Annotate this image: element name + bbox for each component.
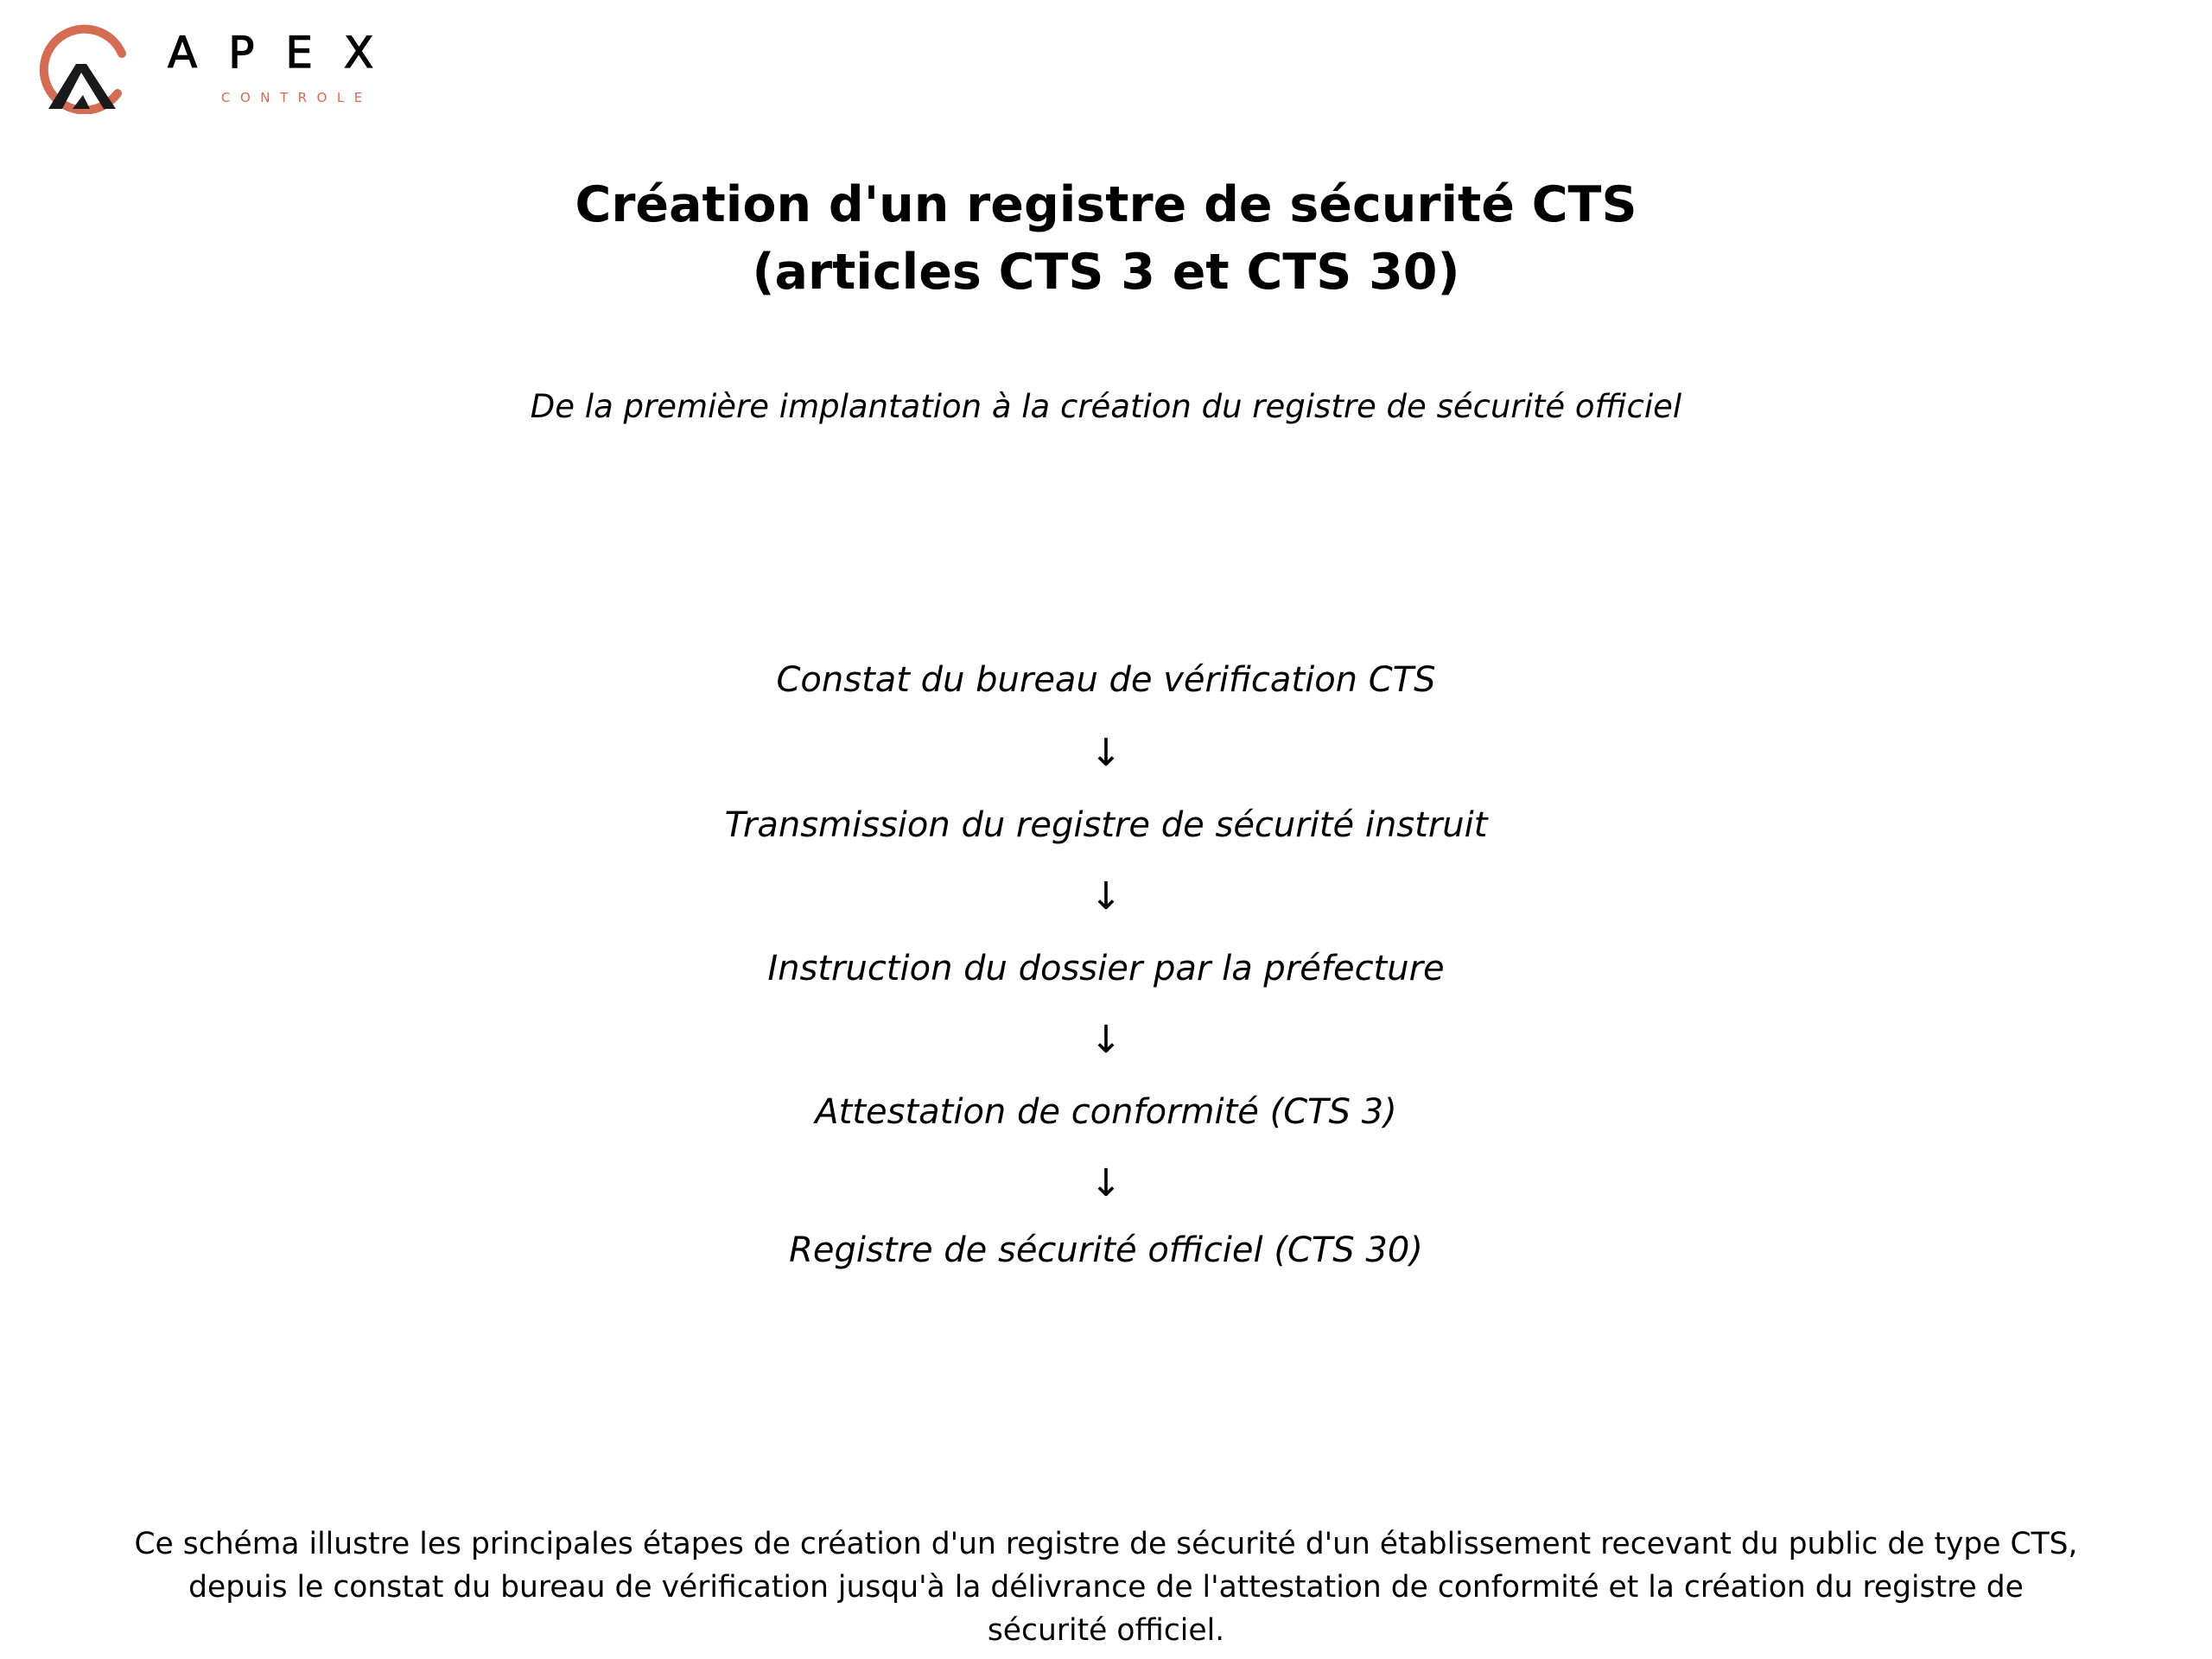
logo-wordmark: APEX	[168, 28, 405, 78]
flow-step-1: Constat du bureau de vérification CTS	[776, 660, 1436, 700]
flow-arrow-3: ↓	[1090, 1018, 1122, 1062]
logo-tagline: CONTROLE	[221, 90, 372, 105]
flow-step-2: Transmission du registre de sécurité instruit	[724, 805, 1488, 845]
title-line-1: Création d'un registre de sécurité CTS	[575, 176, 1637, 233]
page-subtitle: De la première implantation à la création du registre de sécurité officiel	[530, 388, 1682, 425]
flow-step-4: Attestation de conformité (CTS 3)	[815, 1092, 1397, 1132]
flow-arrow-2: ↓	[1090, 874, 1122, 918]
title-line-2: (articles CTS 3 et CTS 30)	[752, 244, 1460, 301]
flow-arrow-1: ↓	[1090, 731, 1122, 775]
footer-description: Ce schéma illustre les principales étapes de création d'un registre de sécurité d'un établissement recevant du public de type CTS, depuis le constat du bureau de vérification jusqu'à la délivrance de l'attestation de conformité et la création du registre de sécurité officiel.	[134, 1527, 2078, 1648]
flow-arrow-4: ↓	[1090, 1161, 1122, 1205]
flow-step-3: Instruction du dossier par la préfecture	[767, 949, 1445, 988]
flow-step-5: Registre de sécurité officiel (CTS 30)	[789, 1230, 1423, 1270]
